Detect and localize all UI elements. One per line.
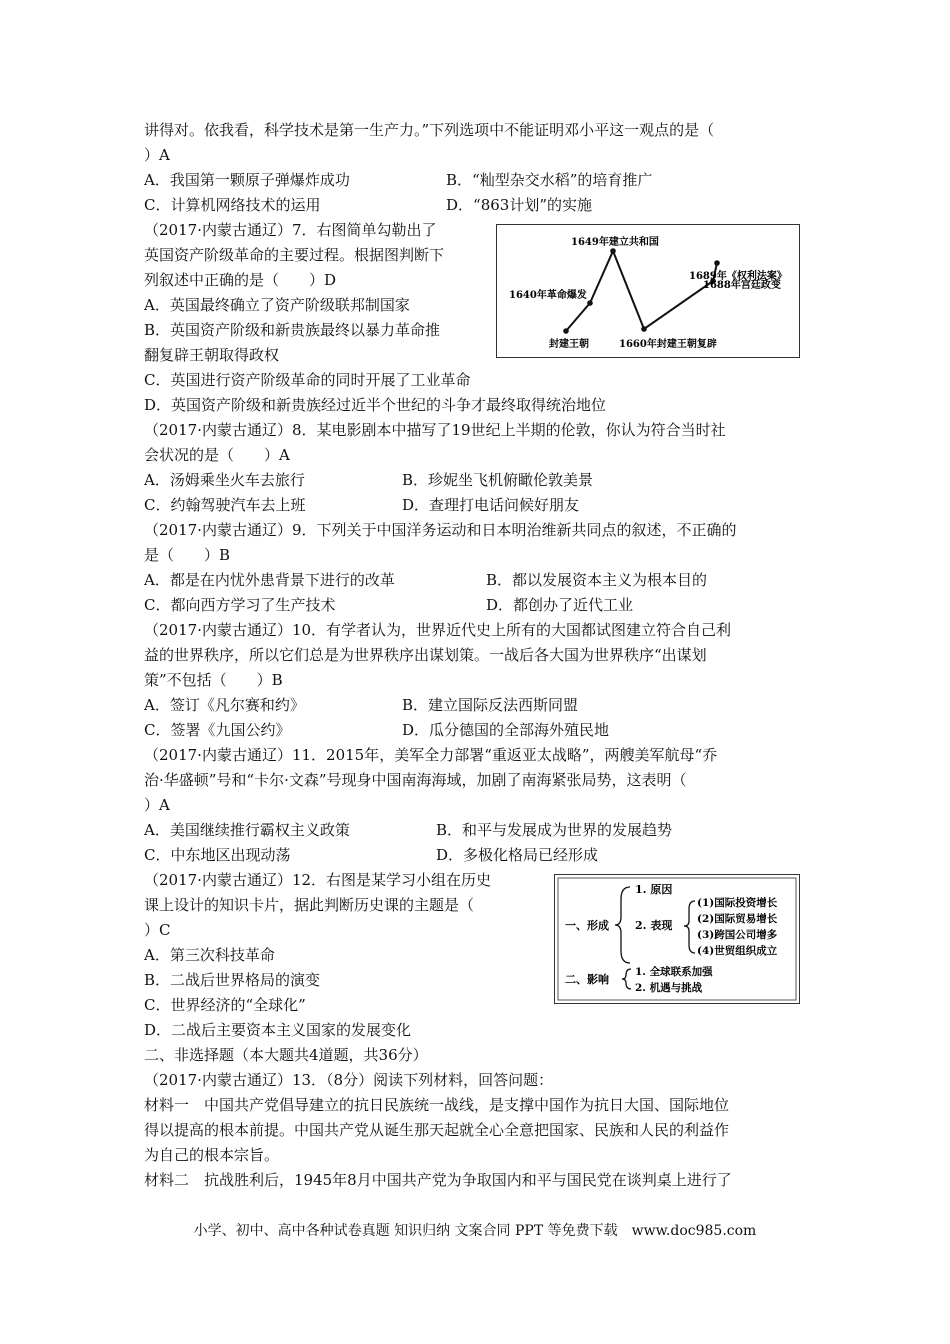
text-line: ）A (144, 796, 170, 814)
text-line: （2017·内蒙古通辽）9．下列关于中国洋务运动和日本明治维新共同点的叙述，不正确的 (144, 521, 737, 539)
label-opportunity: 2. 机遇与挑战 (635, 982, 703, 994)
text-line: ）A (144, 146, 170, 164)
option-a: A．都是在内忧外患背景下进行的改革 (144, 571, 395, 589)
text-line: 治·华盛顿”号和“卡尔·文森”号现身中国南海海域，加剧了南海紧张局势，这表明（ (144, 771, 687, 789)
option-a: A．我国第一颗原子弹爆炸成功 (144, 171, 350, 189)
knowledge-card-figure (554, 874, 800, 1004)
text-line: （2017·内蒙古通辽）10．有学者认为，世界近代史上所有的大国都试图建立符合自己利 (144, 621, 732, 639)
label-1649: 1649年建立共和国 (571, 237, 659, 248)
text-line: 为自己的根本宗旨。 (144, 1146, 280, 1164)
option-d: D．“863计划”的实施 (446, 196, 592, 214)
text-line: （2017·内蒙古通辽）8．某电影剧本中描写了19世纪上半期的伦敦，你认为符合当时社 (144, 421, 726, 439)
label-connection: 1. 全球联系加强 (635, 966, 713, 978)
label-1689: 1689年《权利法案》 (689, 271, 787, 282)
option-c: C．计算机网络技术的运用 (144, 196, 321, 214)
revolution-process-figure (496, 224, 800, 358)
option-c: C．签署《九国公约》 (144, 721, 291, 739)
option-d: D．查理打电话问候好朋友 (402, 496, 580, 514)
label-manifestation: 2. 表现 (635, 919, 673, 932)
text-line: （2017·内蒙古通辽）13．（8分）阅读下列材料，回答问题： (144, 1071, 554, 1089)
page-footer: 小学、初中、高中各种试卷真题 知识归纳 文案合同 PPT 等免费下载 www.doc985.com (193, 1223, 757, 1239)
text-line: 翻复辟王朝取得政权 (144, 346, 280, 364)
option-b: B．“籼型杂交水稻”的培育推广 (446, 171, 653, 189)
option-c: C．世界经济的“全球化” (144, 996, 306, 1014)
label-formation: 一、形成 (565, 919, 609, 932)
text-line: 列叙述中正确的是（ ）D (144, 271, 337, 289)
point-1649 (610, 248, 616, 254)
point-1640 (587, 300, 593, 306)
option-a: A．第三次科技革命 (144, 946, 275, 964)
label-wto: (4)世贸组织成立 (697, 945, 778, 957)
label-1660: 1660年封建王朝复辟 (619, 339, 717, 350)
option-d: D．多极化格局已经形成 (436, 846, 599, 864)
option-c: C．英国进行资产阶级革命的同时开展了工业革命 (144, 371, 471, 389)
material-two: 材料二 抗战胜利后，1945年8月中国共产党为争取国内和平与国民党在谈判桌上进行了 (144, 1171, 732, 1189)
label-trade: (2)国际贸易增长 (697, 913, 778, 925)
option-d: D．都创办了近代工业 (486, 596, 634, 614)
label-cause: 1. 原因 (635, 883, 673, 896)
point-1689 (714, 260, 720, 266)
text-line: 课上设计的知识卡片，据此判断历史课的主题是（ (144, 896, 475, 914)
option-d: D．瓜分德国的全部海外殖民地 (402, 721, 610, 739)
text-line: 得以提高的根本前提。中国共产党从诞生那天起就全心全意把国家、民族和人民的利益作 (144, 1121, 730, 1139)
text-line: 益的世界秩序，所以它们总是为世界秩序出谋划策。一战后各大国为世界秩序“出谋划 (144, 646, 707, 664)
label-feudal: 封建王朝 (549, 339, 589, 350)
option-a: A．汤姆乘坐火车去旅行 (144, 471, 305, 489)
label-influence: 二、影响 (565, 973, 609, 986)
label-multinationals: (3)跨国公司增多 (697, 929, 778, 941)
material-one: 材料一 中国共产党倡导建立的抗日民族统一战线，是支撑中国作为抗日大国、国际地位 (144, 1096, 730, 1114)
text-line: （2017·内蒙古通辽）7．右图简单勾勒出了 (144, 221, 437, 239)
text-line: ）C (144, 921, 171, 939)
revolution-diagram (497, 225, 799, 357)
text-line: 会状况的是（ ）A (144, 446, 290, 464)
knowledge-card-diagram (555, 875, 799, 1003)
label-1688: 1688年宫廷政变 (703, 280, 781, 291)
option-c: C．约翰驾驶汽车去上班 (144, 496, 306, 514)
option-b: B．建立国际反法西斯同盟 (402, 696, 579, 714)
option-c: C．都向西方学习了生产技术 (144, 596, 336, 614)
option-b: B．和平与发展成为世界的发展趋势 (436, 821, 673, 839)
option-d: D．英国资产阶级和新贵族经过近半个世纪的斗争才最终取得统治地位 (144, 396, 607, 414)
section-heading: 二、非选择题（本大题共4道题，共36分） (144, 1046, 428, 1064)
text-line: 英国资产阶级革命的主要过程。根据图判断下 (144, 246, 445, 264)
text-line: 策”不包括（ ）B (144, 671, 283, 689)
option-b: B．都以发展资本主义为根本目的 (486, 571, 708, 589)
text-line: 是（ ）B (144, 546, 231, 564)
option-b: B．珍妮坐飞机俯瞰伦敦美景 (402, 471, 594, 489)
option-a: A．签订《凡尔赛和约》 (144, 696, 305, 714)
point-feudal (563, 328, 569, 334)
option-b: B．二战后世界格局的演变 (144, 971, 321, 989)
option-a: A．英国最终确立了资产阶级联邦制国家 (144, 296, 410, 314)
text-line: （2017·内蒙古通辽）11．2015年，美军全力部署“重返亚太战略”，两艘美军航母“乔 (144, 746, 718, 764)
text-line: （2017·内蒙古通辽）12．右图是某学习小组在历史 (144, 871, 492, 889)
text-line: 讲得对。依我看，科学技术是第一生产力。”下列选项中不能证明邓小平这一观点的是（ (144, 121, 715, 139)
label-investment: (1)国际投资增长 (697, 897, 778, 909)
label-1640: 1640年革命爆发 (509, 290, 587, 301)
option-a: A．美国继续推行霸权主义政策 (144, 821, 350, 839)
point-1660 (641, 326, 647, 332)
option-d: D．二战后主要资本主义国家的发展变化 (144, 1021, 412, 1039)
option-c: C．中东地区出现动荡 (144, 846, 291, 864)
option-b: B．英国资产阶级和新贵族最终以暴力革命推 (144, 321, 441, 339)
